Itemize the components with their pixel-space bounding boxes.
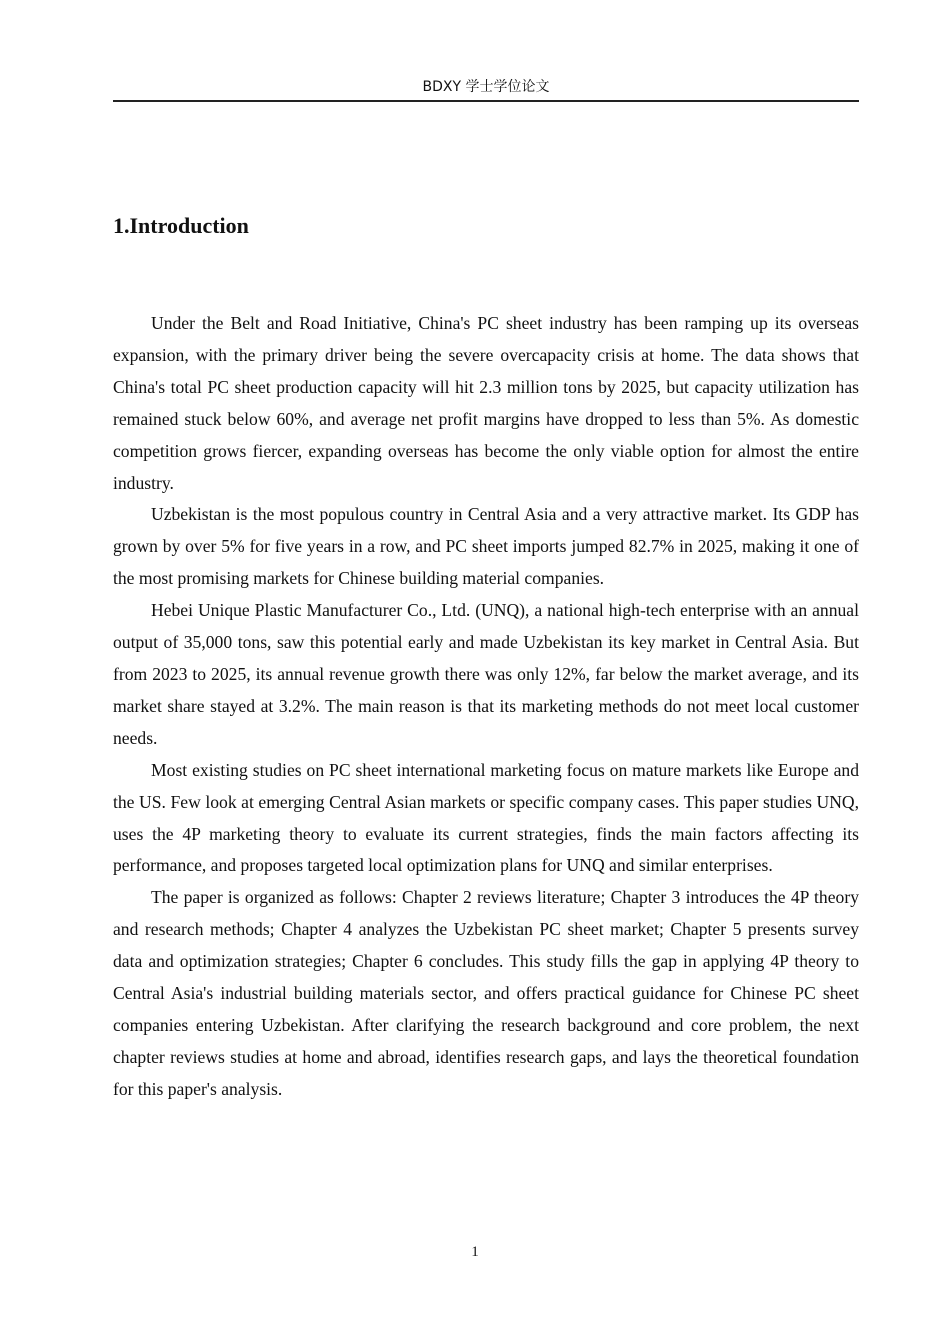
paragraph: Most existing studies on PC sheet international marketing focus on mature markets like Europe and the US. Few look at emerging Central Asian markets or specific company cases. This paper studies UNQ, uses the 4P marketing theory to evaluate its current strategies, finds the main factors affecting its performance, and proposes targeted local optimization plans for UNQ and similar enterprises.: [113, 759, 859, 876]
paragraph: Hebei Unique Plastic Manufacturer Co., Ltd. (UNQ), a national high-tech enterprise with an annual output of 35,000 tons, saw this potential early and made Uzbekistan its key market in Central Asia. But from 2023 to 2025, its annual revenue growth there was only 12%, far below the market average, and its market share stayed at 3.2%. The main reason is that its marketing methods do not meet local customer needs.: [113, 600, 859, 748]
paragraph: Under the Belt and Road Initiative, China's PC sheet industry has been ramping up its overseas expansion, with the primary driver being the severe overcapacity crisis at home. The data shows that China's total PC sheet production capacity will hit 2.3 million tons by 2025, but capacity utilization has remained stuck below 60%, and average net profit margins have dropped to less than 5%. As domestic competition grows fiercer, expanding overseas has become the only viable option for almost the entire industry.: [113, 313, 859, 493]
header-title: BDXY 学士学位论文: [422, 79, 550, 95]
section-heading: 1.Introduction: [113, 213, 249, 238]
running-header: [113, 76, 859, 102]
paragraph: The paper is organized as follows: Chapter 2 reviews literature; Chapter 3 introduces the 4P theory and research methods; Chapter 4 analyzes the Uzbekistan PC sheet market; Chapter 5 presents survey data and optimization strategies; Chapter 6 concludes. This study fills the gap in applying 4P theory to Central Asia's industrial building materials sector, and offers practical guidance for Chinese PC sheet companies entering Uzbekistan. After clarifying the research background and core problem, the next chapter reviews studies at home and abroad, identifies research gaps, and lays the theoretical foundation for this paper's analysis.: [113, 887, 859, 1099]
page-number: 1: [471, 1244, 479, 1260]
paragraph: Uzbekistan is the most populous country in Central Asia and a very attractive market. Its GDP has grown by over 5% for five years in a row, and PC sheet imports jumped 82.7% in 2025, making it one of the most promising markets for Chinese building material companies.: [113, 504, 859, 589]
body-text: [113, 308, 859, 1106]
